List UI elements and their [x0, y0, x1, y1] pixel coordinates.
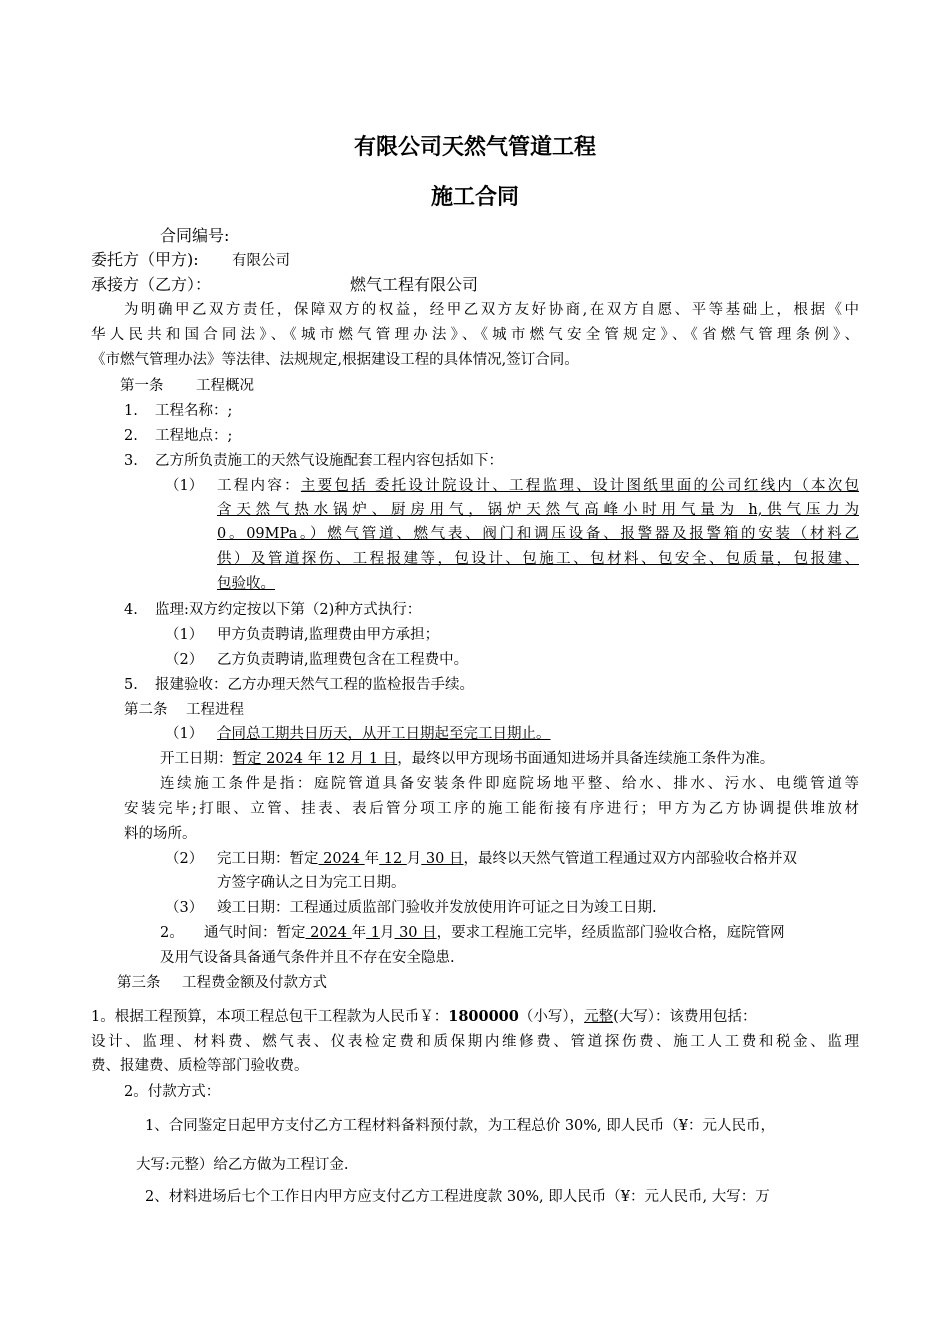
- gas-label: 通气时间：暂定: [204, 925, 306, 941]
- condition-line-2: 安装完毕;打眼、立管、挂表、表后管分项工序的施工能衔接有序进行；甲方为乙方协调提供堆放材: [124, 801, 859, 817]
- item-3-number: 3.: [124, 453, 138, 469]
- start-date-note: ，最终以甲方现场书面通知进场并具备连续施工条件为准。: [397, 751, 775, 767]
- completion-day: 30 日: [421, 851, 464, 867]
- payment-title: 2。付款方式：: [124, 1084, 221, 1100]
- content-line-4: 供）及管道探伤、工程报建等，包设计、包施工、包材料、包安全、包质量，包报建、: [217, 551, 859, 567]
- intro-line-2: 华人民共和国合同法》、《城市燃气管理办法》、《城市燃气安全管规定》、《省燃气管理条例》、: [91, 327, 859, 343]
- item-4-number: 4.: [124, 602, 138, 618]
- start-date-label: 开工日期：: [160, 751, 233, 767]
- party-a-label: 委托方（甲方):: [91, 250, 199, 269]
- item-5-number: 5.: [124, 677, 138, 693]
- article-3-label: 第三条: [117, 975, 161, 991]
- intro-line-1: 为明确甲乙双方责任，保障双方的权益，经甲乙双方友好协商,在双方自愿、平等基础上，根据《中: [124, 302, 859, 318]
- supervision-option-2-number: （2）: [165, 652, 204, 668]
- fee-includes: (大写）：该费用包括：: [613, 1009, 757, 1025]
- supervision-option-2: 乙方负责聘请,监理费包含在工程费中。: [217, 652, 469, 668]
- item-1-text: 工程名称：;: [155, 403, 233, 419]
- period-text: 合同总工期共日历天，从开工日期起至完工日期止。: [217, 726, 551, 742]
- condition-line-3: 料的场所。: [124, 826, 197, 842]
- gas-number: 2。: [160, 925, 184, 941]
- condition-line-1: 连续施工条件是指：庭院管道具备安装条件即庭院场地平整、给水、排水、污水、电缆管道等: [160, 776, 859, 792]
- item-3-text: 乙方所负责施工的天然气设施配套工程内容包括如下：: [155, 453, 503, 469]
- gas-day: 30 日: [394, 925, 437, 941]
- item-2-text: 工程地点：;: [155, 428, 233, 444]
- fee-intro: 1。根据工程预算，本项工程总包干工程款为人民币￥：: [91, 1009, 449, 1025]
- gas-year-unit: 年: [351, 925, 367, 941]
- contract-number-label: 合同编号:: [160, 226, 230, 245]
- article-3-title: 工程费金额及付款方式: [182, 975, 327, 991]
- gas-month-unit: 月: [379, 925, 395, 941]
- payment-2-line-1: 2、材料进场后七个工作日内甲方应支付乙方工程进度款 30%, 即人民币（¥：元人民币, 大写：万: [145, 1189, 770, 1205]
- completion-year-unit: 年: [364, 851, 380, 867]
- gas-month: 1: [366, 925, 380, 941]
- supervision-option-1: 甲方负责聘请,监理费由甲方承担；: [217, 627, 440, 643]
- completion-number: （2）: [165, 851, 204, 867]
- item-4-text: 监理:双方约定按以下第（2)种方式执行：: [155, 602, 422, 618]
- completion-label: 完工日期：暂定: [217, 851, 319, 867]
- payment-1-line-2: 大写:元整）给乙方做为工程订金.: [136, 1157, 349, 1173]
- acceptance-number: （3）: [165, 900, 204, 916]
- content-number: （1）: [165, 478, 204, 494]
- item-1-number: 1.: [124, 403, 138, 419]
- fee-line-3: 费、报建费、质检等部门验收费。: [91, 1058, 309, 1074]
- gas-line-2: 及用气设备具备通气条件并且不存在安全隐患.: [160, 950, 455, 966]
- content-line-5: 包验收。: [217, 576, 275, 592]
- content-line-3: 0。09MPa。）燃气管道、燃气表、阀门和调压设备、报警器及报警箱的安装（材料乙: [217, 526, 859, 542]
- payment-1-line-1: 1、合同鉴定日起甲方支付乙方工程材料备料预付款，为工程总价 30%, 即人民币（¥：元人民币，: [145, 1118, 776, 1134]
- document-title: 有限公司天然气管道工程: [353, 135, 596, 160]
- intro-line-3: 《市燃气管理办法》等法律、法规规定,根据建设工程的具体情况,签订合同。: [91, 352, 579, 368]
- content-text-1: 主要包括 委托设计院设计、工程监理、设计图纸里面的公司红线内（本次包: [300, 478, 860, 494]
- completion-month-unit: 月: [406, 851, 422, 867]
- content-label: 工程内容：: [217, 478, 301, 494]
- party-b-label: 承接方（乙方）：: [91, 275, 212, 294]
- supervision-option-1-number: （1）: [165, 627, 204, 643]
- fee-amount-note: （小写），: [518, 1009, 585, 1025]
- completion-month: 12: [379, 851, 407, 867]
- gas-note: ，要求工程施工完毕，经质监部门验收合格，庭院管网: [436, 925, 785, 941]
- item-5-text: 报建验收：乙方办理天然气工程的监检报告手续。: [155, 677, 474, 693]
- fee-line-1: [91, 1007, 757, 1027]
- article-2-label: 第二条: [124, 702, 168, 718]
- article-1-title: 工程概况: [196, 378, 254, 394]
- gas-line-1: [204, 923, 785, 943]
- document-subtitle: 施工合同: [430, 185, 519, 210]
- content-line-1: [217, 476, 859, 496]
- fee-amount-words: 元整: [584, 1009, 614, 1025]
- completion-year: 2024: [318, 851, 365, 867]
- party-b-name: 燃气工程有限公司: [350, 275, 479, 294]
- fee-line-2: 设计、监理、材料费、燃气表、仪表检定费和质保期内维修费、管道探伤费、施工人工费和税金、监理: [91, 1034, 859, 1050]
- acceptance-text: 竣工日期：工程通过质监部门验收并发放使用许可证之日为竣工日期.: [217, 900, 657, 916]
- article-2-title: 工程进程: [186, 702, 244, 718]
- gas-year: 2024: [305, 925, 352, 941]
- completion-line-2: 方签字确认之日为完工日期。: [217, 875, 406, 891]
- item-2-number: 2.: [124, 428, 138, 444]
- period-number: （1）: [165, 726, 204, 742]
- completion-note: ，最终以天然气管道工程通过双方内部验收合格并双: [463, 851, 797, 867]
- completion-line-1: [217, 849, 797, 869]
- article-1-label: 第一条: [120, 378, 164, 394]
- content-line-2: 含天然气热水锅炉、厨房用气，锅炉天然气高峰小时用气量为 h,供气压力为: [217, 502, 859, 518]
- fee-amount: 1800000: [448, 1008, 519, 1025]
- start-date-value: 暂定 2024 年 12 月 1 日: [232, 751, 398, 767]
- start-date-line: [160, 749, 774, 769]
- party-a-name: 有限公司: [232, 253, 290, 269]
